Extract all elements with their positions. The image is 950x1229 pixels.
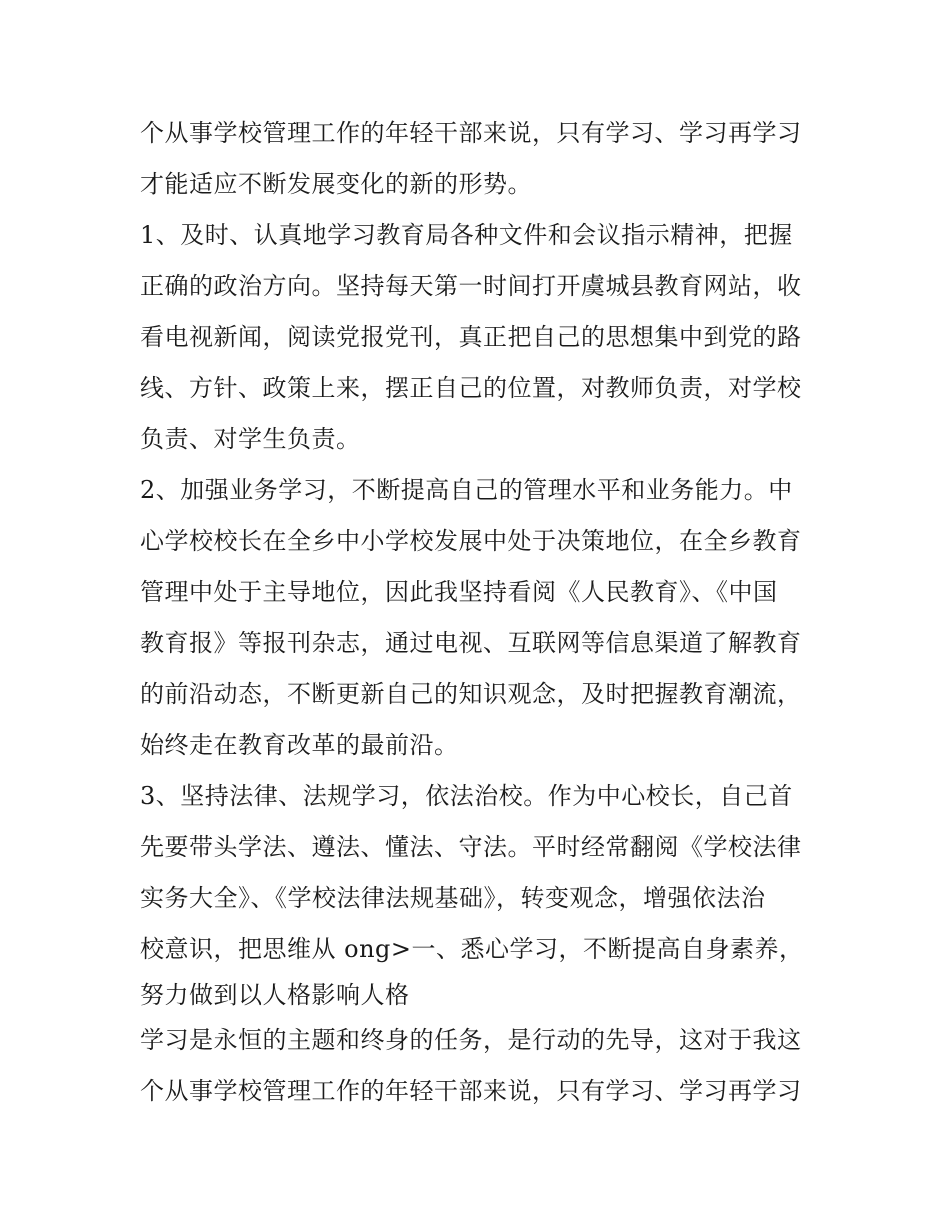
text-line: 个从事学校管理工作的年轻干部来说，只有学习、学习再学习 [140,1077,802,1105]
text-line: 的前沿动态，不断更新自己的知识观念，及时把握教育潮流， [140,680,802,708]
text-line: 心学校校长在全乡中小学校发展中处于决策地位，在全乡教育 [140,527,802,555]
text-line: 教育报》等报刊杂志，通过电视、互联网等信息渠道了解教育 [140,629,802,657]
text-line: 1、及时、认真地学习教育局各种文件和会议指示精神，把握 [140,221,793,249]
text-line: 管理中处于主导地位，因此我坚持看阅《人民教育》、《中国 [140,578,778,606]
text-line: 正确的政治方向。坚持每天第一时间打开虞城县教育网站，收 [140,272,802,300]
text-line: 3、坚持法律、法规学习，依法治校。作为中心校长，自己首 [140,782,793,810]
text-line: 看电视新闻，阅读党报党刊，真正把自己的思想集中到党的路 [140,323,802,351]
text-line: 先要带头学法、遵法、懂法、守法。平时经常翻阅《学校法律 [140,833,802,861]
document-body [140,108,820,1117]
text-line: 个从事学校管理工作的年轻干部来说，只有学习、学习再学习 [140,119,802,147]
text-line: 努力做到以人格影响人格 [140,981,410,1009]
text-line: 校意识，把思维从 ong>一、悉心学习，不断提高自身素养， [140,935,804,963]
text-line: 负责、对学生负责。 [140,425,361,453]
text-line: 才能适应不断发展变化的新的形势。 [140,170,532,198]
text-line: 实务大全》、《学校法律法规基础》，转变观念，增强依法治 [140,884,766,912]
text-line: 学习是永恒的主题和终身的任务，是行动的先导，这对于我这 [140,1026,802,1054]
text-line: 2、加强业务学习，不断提高自己的管理水平和业务能力。中 [140,476,793,504]
text-line: 线、方针、政策上来，摆正自己的位置，对教师负责，对学校 [140,374,802,402]
text-line: 始终走在教育改革的最前沿。 [140,731,459,759]
